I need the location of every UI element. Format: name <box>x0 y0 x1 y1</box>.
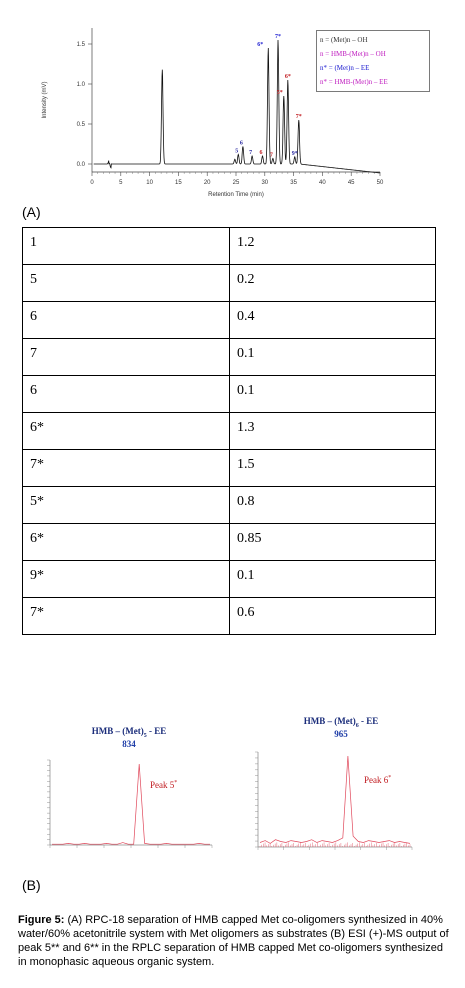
cell-text: 6* <box>30 420 44 435</box>
peak-id-cell <box>23 561 230 598</box>
legend-text: = HMB-(Met)n – EE <box>328 78 388 86</box>
peak-label: 7* <box>295 114 302 120</box>
panel-b-label: (B) <box>22 877 41 893</box>
legend-entry <box>320 61 426 75</box>
x-tick-label: 20 <box>203 180 211 186</box>
legend-text: = (Met)n – EE <box>328 64 370 72</box>
y-axis-title: Intensity (mV) <box>42 81 48 119</box>
cell-text: 6 <box>30 309 37 324</box>
table-row <box>23 487 436 524</box>
table-row <box>23 524 436 561</box>
legend-symbol: n <box>320 36 326 44</box>
x-tick-label: 40 <box>319 180 326 186</box>
peak-table-body <box>23 228 436 635</box>
table-row <box>23 598 436 635</box>
peak-id-cell <box>23 450 230 487</box>
cell-text: 7* <box>30 605 44 620</box>
ms-trace <box>260 756 410 843</box>
cell-text: 1.2 <box>237 235 255 250</box>
legend-text: = HMB-(Met)n – OH <box>325 50 386 58</box>
peak-value-cell <box>230 339 436 376</box>
peak-label: 6 <box>259 150 263 156</box>
peak-value-cell <box>230 487 436 524</box>
peak-value-cell <box>230 302 436 339</box>
cell-text: 0.4 <box>237 309 255 324</box>
y-tick-label: 1.0 <box>76 82 85 88</box>
x-tick-label: 15 <box>175 180 182 186</box>
peak-value-cell <box>230 524 436 561</box>
peak-value-cell <box>230 450 436 487</box>
table-row <box>23 450 436 487</box>
y-tick-label: 1.5 <box>76 42 85 48</box>
caption-label: Figure 5: <box>18 914 65 926</box>
cell-text: 6 <box>30 383 37 398</box>
ms-left-title: HMB – $(Met)_5$ - EE <box>91 726 167 739</box>
ms-left-mass: 834 <box>122 739 136 749</box>
x-tick-label: 45 <box>347 180 355 186</box>
table-row <box>23 413 436 450</box>
cell-text: 9* <box>30 568 44 583</box>
cell-text: 0.6 <box>237 605 255 620</box>
ms-right-mass: 965 <box>334 729 348 739</box>
cell-text: 7 <box>30 346 37 361</box>
cell-text: 0.2 <box>237 272 255 287</box>
peak-label: 6* <box>257 42 264 48</box>
legend-symbol: n <box>320 50 326 58</box>
peak-label-star: * <box>174 780 178 786</box>
figure-caption <box>18 913 450 969</box>
x-axis-title: Retention Time (min) <box>208 192 264 198</box>
ms-right-peak-label: Peak 6* <box>364 775 392 785</box>
peak-label: 5* <box>276 90 283 96</box>
cell-text: 0.1 <box>237 383 255 398</box>
cell-text: 1.3 <box>237 420 255 435</box>
peak-value-cell <box>230 228 436 265</box>
legend-symbol: n* <box>320 64 329 72</box>
cell-text: 0.1 <box>237 568 255 583</box>
peak-label: 7* <box>275 34 282 40</box>
table-row <box>23 228 436 265</box>
ms-left-peak-label: Peak 5* <box>150 780 178 790</box>
legend-entry <box>320 75 426 89</box>
peak-id-cell <box>23 302 230 339</box>
panel-a-label: (A) <box>22 204 41 220</box>
table-row <box>23 561 436 598</box>
ms-right-title: HMB – $(Met)_6$ - EE <box>303 716 379 729</box>
peak-value-cell <box>230 413 436 450</box>
cell-text: 0.1 <box>237 346 255 361</box>
ms-right-spectrum <box>244 744 416 859</box>
peak-id-cell <box>23 228 230 265</box>
table-row <box>23 339 436 376</box>
peak-value-cell <box>230 598 436 635</box>
table-row <box>23 376 436 413</box>
cell-text: 1.5 <box>237 457 255 472</box>
legend-entry <box>320 33 426 47</box>
y-tick-label: 0.5 <box>76 122 85 128</box>
peak-id-cell <box>23 524 230 561</box>
peak-label: 9* <box>291 150 298 157</box>
x-tick-label: 10 <box>146 180 153 186</box>
peak-id-cell <box>23 265 230 302</box>
peak-value-cell <box>230 376 436 413</box>
x-tick-label: 35 <box>290 180 297 186</box>
peak-label: 7 <box>249 150 253 156</box>
x-tick-label: 5 <box>119 180 123 186</box>
peak-label: 5 <box>235 148 239 155</box>
peak-label: 6* <box>284 74 291 80</box>
ms-trace <box>52 764 210 844</box>
peak-label-star: * <box>388 775 392 781</box>
table-row <box>23 265 436 302</box>
peak-id-cell <box>23 487 230 524</box>
title-subscript: 6 <box>355 722 359 729</box>
cell-text: 0.85 <box>237 531 262 546</box>
cell-text: 5* <box>30 494 44 509</box>
legend-symbol: n* <box>320 78 329 86</box>
cell-text: 7* <box>30 457 44 472</box>
title-subscript: 5 <box>143 732 147 739</box>
peak-table <box>22 227 436 635</box>
caption-text: (A) RPC-18 separation of HMB capped Met co-oligomers synthesized in 40% water/60% acetonitrile system with Met oligomers as substrates (B) ESI (+)-MS output of peak 5** and 6** in the RPLC separation of HMB capped Met co-oligomers synthesized in monophasic aqueous organic system. <box>18 914 449 968</box>
peak-value-cell <box>230 265 436 302</box>
peak-id-cell <box>23 376 230 413</box>
chromatogram-legend <box>316 30 430 92</box>
legend-entry <box>320 47 426 61</box>
cell-text: 6* <box>30 531 44 546</box>
peak-id-cell <box>23 598 230 635</box>
ms-left-spectrum <box>36 752 216 857</box>
y-tick-label: 0.0 <box>76 162 85 168</box>
peak-label: 7 <box>269 152 273 159</box>
peak-label: 6 <box>239 140 243 147</box>
x-tick-label: 30 <box>261 180 269 186</box>
cell-text: 5 <box>30 272 37 287</box>
cell-text: 0.8 <box>237 494 255 509</box>
legend-text: = (Met)n – OH <box>325 36 368 44</box>
peak-id-cell <box>23 339 230 376</box>
x-tick-label: 25 <box>232 180 240 186</box>
x-tick-label: 0 <box>90 180 94 186</box>
peak-value-cell <box>230 561 436 598</box>
table-row <box>23 302 436 339</box>
peak-id-cell <box>23 413 230 450</box>
x-tick-label: 50 <box>376 180 384 186</box>
cell-text: 1 <box>30 235 37 250</box>
